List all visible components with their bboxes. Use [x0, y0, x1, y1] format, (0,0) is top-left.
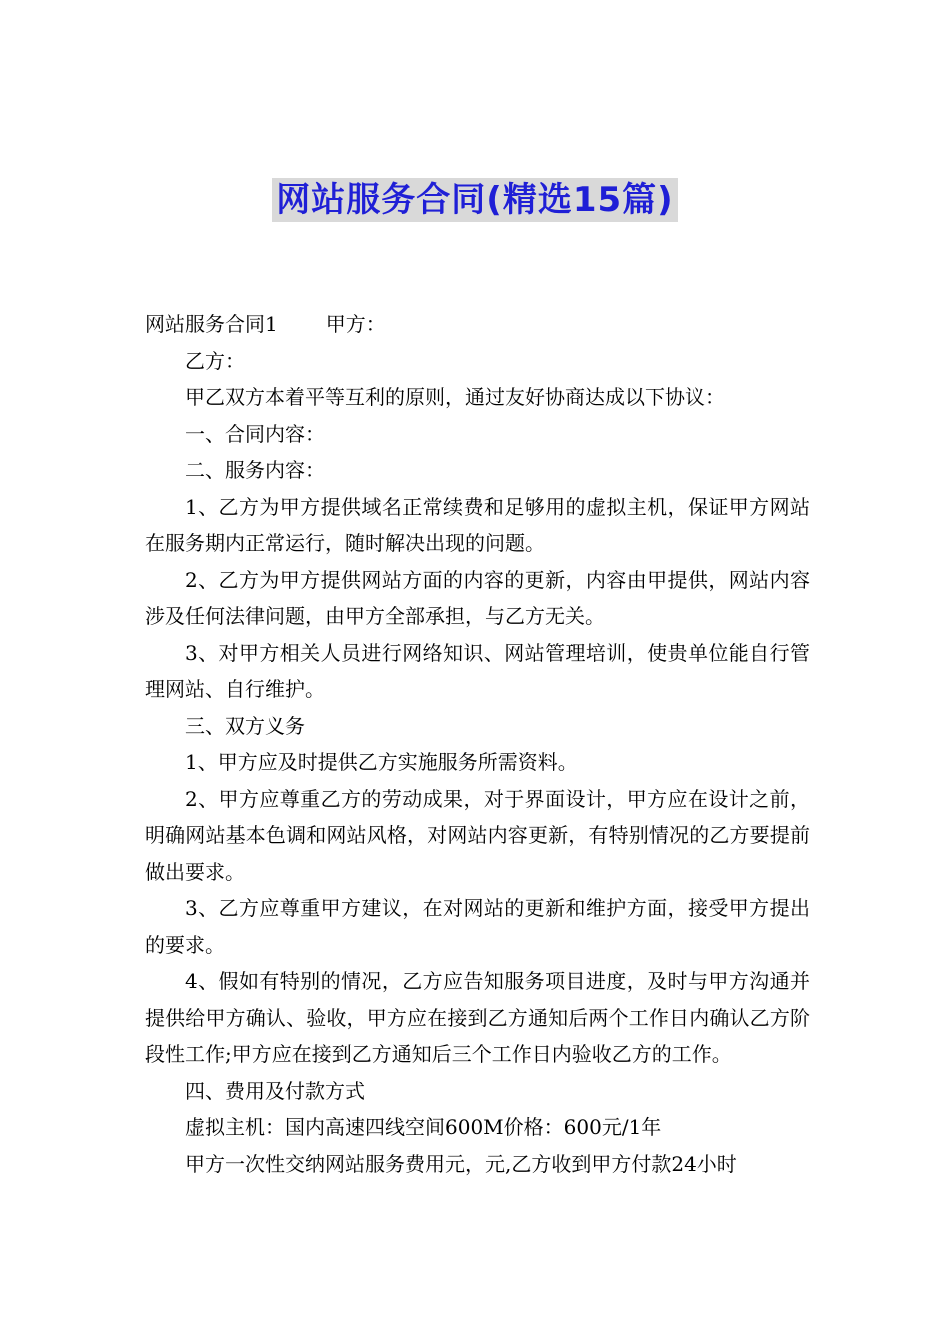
- paragraph: 1、乙方为甲方提供域名正常续费和足够用的虚拟主机，保证甲方网站在服务期内正常运行，随时解决出现的问题。: [145, 494, 810, 555]
- paragraph: 甲乙双方本着平等互利的原则，通过友好协商达成以下协议：: [185, 385, 725, 409]
- paragraph: 3、乙方应尊重甲方建议，在对网站的更新和维护方面，接受甲方提出的要求。: [145, 896, 810, 957]
- party-a-label: 甲方：: [325, 312, 386, 336]
- section-heading: 三、双方义务: [185, 713, 305, 738]
- paragraph: 乙方：: [185, 348, 245, 373]
- document-body: [145, 306, 810, 1182]
- paragraph: 2、甲方应尊重乙方的劳动成果，对于界面设计，甲方应在设计之前，明确网站基本色调和网站风格，对网站内容更新，有特别情况的乙方要提前做出要求。: [145, 786, 810, 884]
- section-heading: 四、费用及付款方式: [185, 1078, 365, 1103]
- section-heading: 二、服务内容：: [185, 458, 325, 482]
- paragraph: 虚拟主机：国内高速四线空间600M价格：600元/1年: [185, 1115, 662, 1139]
- paragraph: 3、对甲方相关人员进行网络知识、网站管理培训，使贵单位能自行管理网站、自行维护。: [145, 640, 810, 701]
- paragraph: 1、甲方应及时提供乙方实施服务所需资料。: [185, 750, 578, 774]
- section-heading: 一、合同内容：: [185, 421, 325, 446]
- paragraph: 4、假如有特别的情况，乙方应告知服务项目进度，及时与甲方沟通并提供给甲方确认、验收，甲方应在接到乙方通知后两个工作日内确认乙方阶段性工作;甲方应在接到乙方通知后三个工作日内验收乙方的工作。: [145, 969, 810, 1066]
- document-title: 网站服务合同(精选15篇): [272, 178, 677, 222]
- title-container: [0, 178, 950, 222]
- heading-line: [145, 306, 810, 343]
- paragraph: 2、乙方为甲方提供网站方面的内容的更新，内容由甲提供，网站内容涉及任何法律问题，由甲方全部承担，与乙方无关。: [145, 567, 810, 628]
- paragraph: 甲方一次性交纳网站服务费用元，元,乙方收到甲方付款24小时: [185, 1151, 737, 1176]
- contract-name: 网站服务合同1: [145, 312, 278, 336]
